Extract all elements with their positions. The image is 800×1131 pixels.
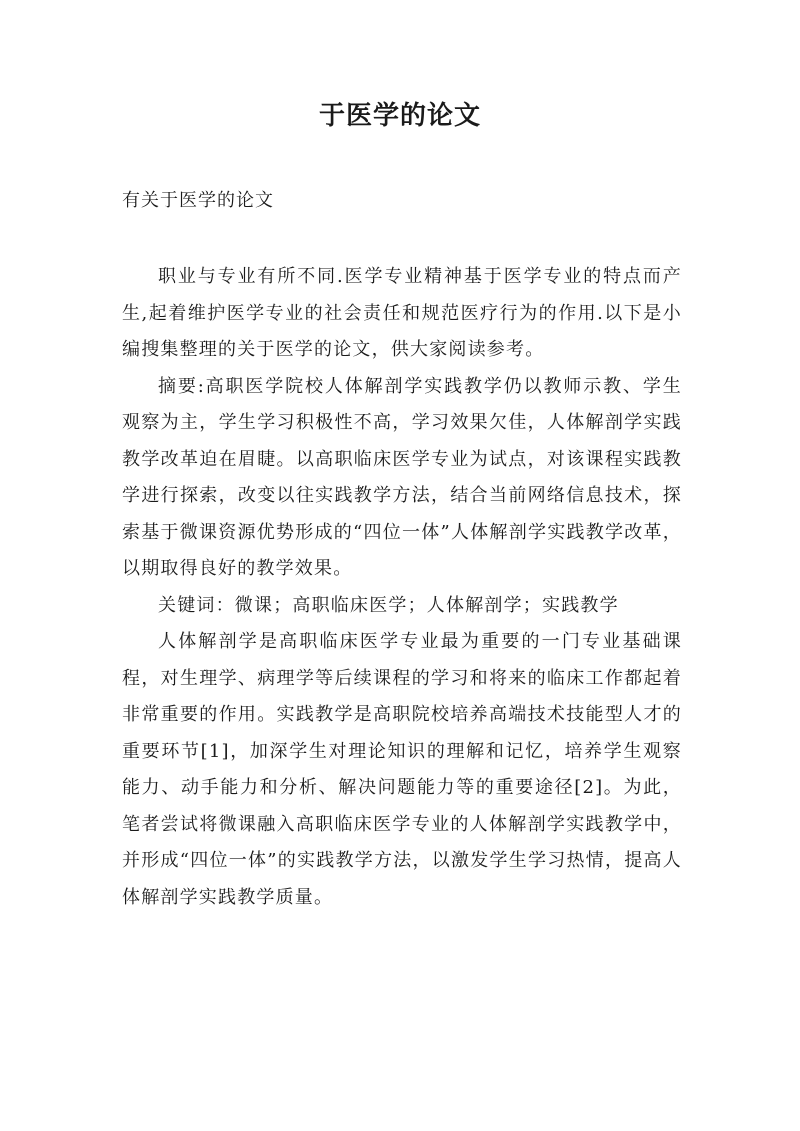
document-subtitle: 有关于医学的论文	[122, 190, 274, 211]
intro-paragraph: 职业与专业有所不同.医学专业精神基于医学专业的特点而产生,起着维护医学专业的社会责任和规范医疗行为的作用.以下是小编搜集整理的关于医学的论文，供大家阅读参考。	[122, 266, 682, 360]
abstract-paragraph: 摘要:高职医学院校人体解剖学实践教学仍以教师示教、学生观察为主，学生学习积极性不高，学习效果欠佳，人体解剖学实践教学改革迫在眉睫。以高职临床医学专业为试点，对该课程实践教学进行探索，改变以往实践教学方法，结合当前网络信息技术，探索基于微课资源优势形成的“四位一体”人体解剖学实践教学改革，以期取得良好的教学效果。	[122, 375, 682, 579]
main-paragraph: 人体解剖学是高职临床医学专业最为重要的一门专业基础课程，对生理学、病理学等后续课程的学习和将来的临床工作都起着非常重要的作用。实践教学是高职院校培养高端技术技能型人才的重要环节[1]，加深学生对理论知识的理解和记忆，培养学生观察能力、动手能力和分析、解决问题能力等的重要途径[2]。为此，笔者尝试将微课融入高职临床医学专业的人体解剖学实践教学中，并形成“四位一体”的实践教学方法，以激发学生学习热情，提高人体解剖学实践教学质量。	[122, 631, 682, 908]
keywords-paragraph: 关键词：微课；高职临床医学；人体解剖学；实践教学	[158, 594, 619, 616]
document-title: 于医学的论文	[318, 101, 481, 131]
document-body	[122, 259, 682, 916]
